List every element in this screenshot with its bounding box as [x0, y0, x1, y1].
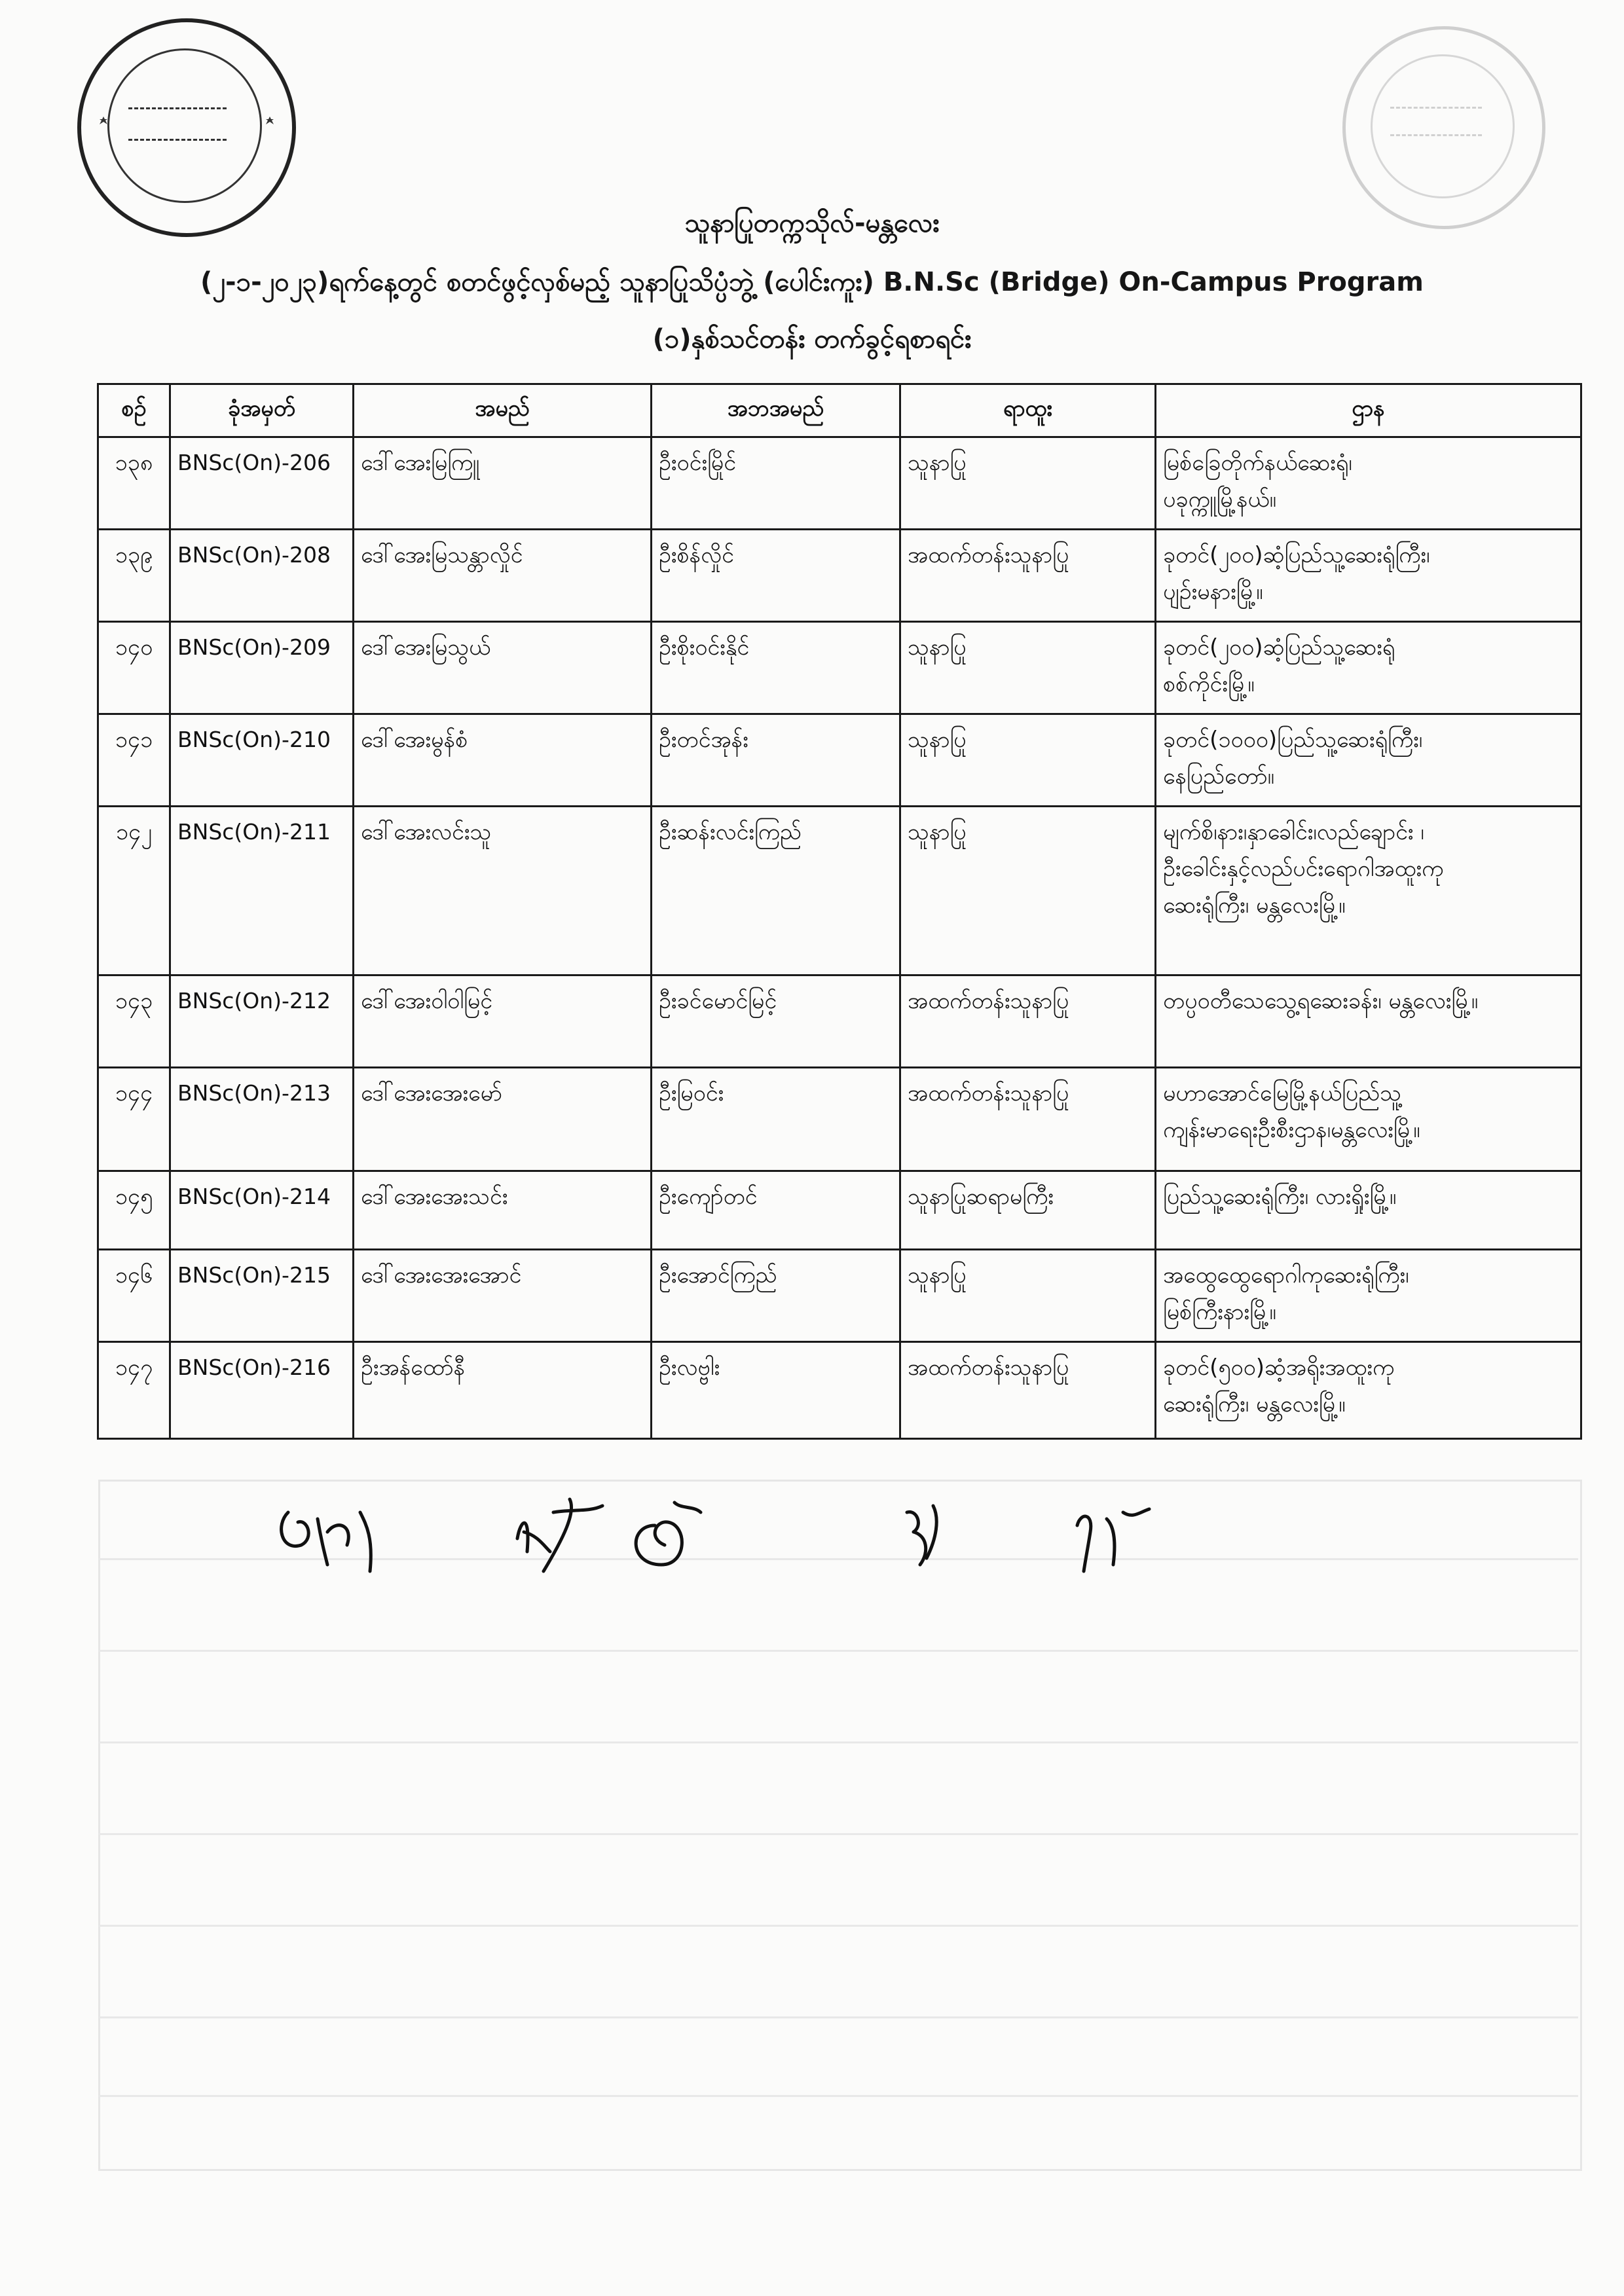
page-subtitle: (၂-၁-၂၀၂၃)ရက်နေ့တွင် စတင်ဖွင့်လှစ်မည့် သူနာပြုသိပ္ပံဘွဲ့ (ပေါင်းကူး) B.N.Sc (Bridge) On-Campus Program: [200, 267, 1424, 297]
signature-5: [1077, 1509, 1149, 1571]
cell-no: ၁၃၈: [98, 437, 170, 530]
cell-no: ၁၄၄: [98, 1068, 170, 1171]
signatures: [262, 1473, 1179, 1591]
official-seal-stamp: [77, 18, 296, 237]
cell-reg: BNSc(On)-209: [170, 622, 354, 714]
cell-dept: ပြည်သူ့ဆေးရုံကြီး၊ လားရှိုးမြို့။: [1156, 1171, 1581, 1250]
cell-no: ၁၄၁: [98, 714, 170, 807]
col-header-name: အမည်: [354, 384, 652, 437]
cell-name: ဒေါ်အေးအေးအောင်: [354, 1250, 652, 1342]
cell-reg: BNSc(On)-216: [170, 1342, 354, 1439]
cell-dept: ခုတင်(၂၀၀)ဆံ့ပြည်သူ့ဆေးရုံ စစ်ကိုင်းမြို့။: [1156, 622, 1581, 714]
cell-name: ဒေါ်အေးအေးသင်း: [354, 1171, 652, 1250]
cell-father: ဦးတင်အုန်း: [652, 714, 900, 807]
cell-rank: သူနာပြု: [900, 714, 1156, 807]
cell-rank: သူနာပြု: [900, 807, 1156, 975]
cell-rank: အထက်တန်းသူနာပြု: [900, 530, 1156, 622]
table-header-row: [98, 384, 1581, 437]
cell-rank: သူနာပြု: [900, 437, 1156, 530]
cell-dept: ခုတင်(၂၀၀)ဆံ့ပြည်သူ့ဆေးရုံကြီး၊ ပျဉ်းမနားမြို့။: [1156, 530, 1581, 622]
col-header-rank: ရာထူး: [900, 384, 1156, 437]
table-row: [98, 807, 1581, 975]
cell-father: ဦးအောင်ကြည်: [652, 1250, 900, 1342]
admission-table: [97, 383, 1582, 1440]
table-row: [98, 1171, 1581, 1250]
cell-dept: မဟာအောင်မြေမြို့နယ်ပြည်သူ့ ကျန်းမာရေးဦးစီးဌာန၊မန္တလေးမြို့။: [1156, 1068, 1581, 1171]
cell-father: ဦးဆန်းလင်းကြည်: [652, 807, 900, 975]
cell-dept: မြစ်ခြေတိုက်နယ်ဆေးရုံ၊ ပခုက္ကူမြို့နယ်။: [1156, 437, 1581, 530]
cell-name: ဒေါ်အေးမြသွယ်: [354, 622, 652, 714]
table-row: [98, 714, 1581, 807]
col-header-reg: ခုံအမှတ်: [170, 384, 354, 437]
cell-reg: BNSc(On)-208: [170, 530, 354, 622]
cell-dept: မျက်စိ၊နား၊နှာခေါင်း၊လည်ချောင်း ၊ ဦးခေါင်းနှင့်လည်ပင်းရောဂါအထူးကု ဆေးရုံကြီး၊ မန္တလေးမြို့။: [1156, 807, 1581, 975]
cell-no: ၁၃၉: [98, 530, 170, 622]
cell-reg: BNSc(On)-215: [170, 1250, 354, 1342]
cell-reg: BNSc(On)-213: [170, 1068, 354, 1171]
cell-name: ဒေါ်အေးအေးမော်: [354, 1068, 652, 1171]
cell-dept: အထွေထွေရောဂါကုဆေးရုံကြီး၊ မြစ်ကြီးနားမြို့။: [1156, 1250, 1581, 1342]
cell-reg: BNSc(On)-212: [170, 975, 354, 1068]
table-row: [98, 1068, 1581, 1171]
cell-no: ၁၄၀: [98, 622, 170, 714]
cell-reg: BNSc(On)-210: [170, 714, 354, 807]
seal-star-icon: [77, 18, 288, 229]
cell-name: ဒေါ်အေးလင်းသူ: [354, 807, 652, 975]
table-row: [98, 622, 1581, 714]
cell-father: ဦးဝင်းမြိုင်: [652, 437, 900, 530]
cell-reg: BNSc(On)-214: [170, 1171, 354, 1250]
cell-rank: အထက်တန်းသူနာပြု: [900, 1342, 1156, 1439]
signature-1: [282, 1512, 371, 1571]
cell-father: ဦးမြဝင်း: [652, 1068, 900, 1171]
table-row: [98, 1342, 1581, 1439]
cell-reg: BNSc(On)-206: [170, 437, 354, 530]
signature-2: [517, 1499, 602, 1571]
cell-father: ဦးခင်မောင်မြင့်: [652, 975, 900, 1068]
cell-dept: ခုတင်(၁၀၀၀)ပြည်သူ့ဆေးရုံကြီး၊ နေပြည်တော်။: [1156, 714, 1581, 807]
col-header-dept: ဌာန: [1156, 384, 1581, 437]
cell-rank: သူနာပြု: [900, 622, 1156, 714]
table-row: [98, 1250, 1581, 1342]
cell-dept: ခုတင်(၅၀၀)ဆံ့အရိုးအထူးကု ဆေးရုံကြီး၊ မန္တလေးမြို့။: [1156, 1342, 1581, 1439]
cell-no: ၁၄၇: [98, 1342, 170, 1439]
cell-father: ဦးစိန်လှိုင်: [652, 530, 900, 622]
cell-rank: သူနာပြုဆရာမကြီး: [900, 1171, 1156, 1250]
cell-rank: အထက်တန်းသူနာပြု: [900, 975, 1156, 1068]
cell-dept: တပ္ပဝတီသေသွေ့ရဆေးခန်း၊ မန္တလေးမြို့။: [1156, 975, 1581, 1068]
cell-name: ဒေါ်အေးမြသန္တာလှိုင်: [354, 530, 652, 622]
cell-rank: သူနာပြု: [900, 1250, 1156, 1342]
signature-3: [636, 1503, 701, 1565]
cell-name: ဒေါ်အေးမွန်စံ: [354, 714, 652, 807]
cell-no: ၁၄၃: [98, 975, 170, 1068]
cell-name: ဒေါ်အေးဝါဝါမြင့်: [354, 975, 652, 1068]
list-title: (၁)နှစ်သင်တန်း တက်ခွင့်ရစာရင်း: [652, 324, 972, 354]
cell-reg: BNSc(On)-211: [170, 807, 354, 975]
cell-no: ၁၄၅: [98, 1171, 170, 1250]
cell-father: ဦးစိုးဝင်းနိုင်: [652, 622, 900, 714]
cell-name: ဦးအန်ထော်နီ: [354, 1342, 652, 1439]
cell-rank: အထက်တန်းသူနာပြု: [900, 1068, 1156, 1171]
table-row: [98, 530, 1581, 622]
cell-no: ၁၄၆: [98, 1250, 170, 1342]
signature-4: [907, 1506, 936, 1565]
table-row: [98, 975, 1581, 1068]
cell-father: ဦးလဗ္ဗါး: [652, 1342, 900, 1439]
page-title: သူနာပြုတက္ကသိုလ်-မန္တလေး: [684, 208, 940, 238]
col-header-father: အဘအမည်: [652, 384, 900, 437]
cell-father: ဦးကျော်တင်: [652, 1171, 900, 1250]
col-header-no: စဉ်: [98, 384, 170, 437]
cell-name: ဒေါ်အေးမြကြူ: [354, 437, 652, 530]
faint-seal-bleed: [1342, 26, 1545, 229]
table-row: [98, 437, 1581, 530]
cell-no: ၁၄၂: [98, 807, 170, 975]
